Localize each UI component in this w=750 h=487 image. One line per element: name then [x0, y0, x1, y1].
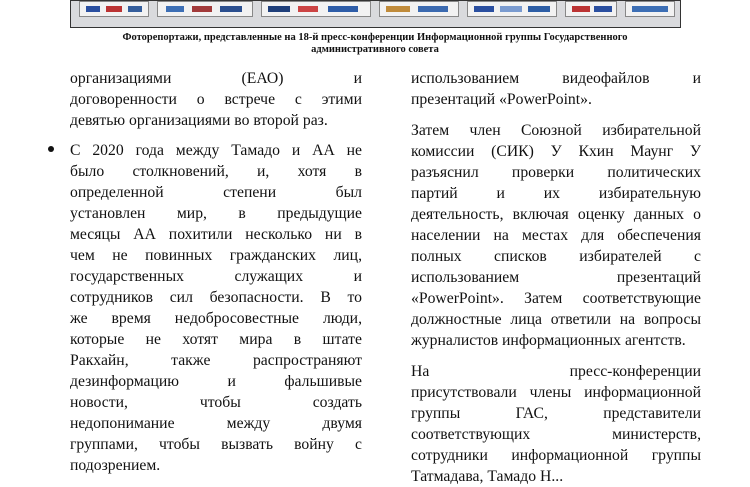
- photo-panel: [157, 1, 253, 17]
- text-line: использованием презентаций: [411, 269, 701, 286]
- text-line: На пресс-конференции: [411, 363, 701, 380]
- text-line: организациями (ЕАО) и: [70, 70, 362, 87]
- text-line: использованием видеофайлов и: [411, 70, 701, 87]
- photo-panel: [379, 1, 459, 17]
- text-line: С 2020 года между Тамадо и АА не: [70, 142, 362, 159]
- text-line: установлен мир, в предыдущие: [70, 205, 362, 222]
- photo-panel: [625, 1, 675, 17]
- text-line: было столкновений, и, хотя в: [70, 163, 362, 180]
- text-line: комиссии (СИК) У Кхин Маунг У: [411, 143, 701, 160]
- text-line: договоренности о встрече с этими: [70, 91, 362, 108]
- text-line: недопонимание между двумя: [70, 415, 362, 432]
- text-line: группы ГАС, представители: [411, 405, 701, 422]
- text-line: разъяснил проверки политических: [411, 164, 701, 181]
- photo-panel: [565, 1, 617, 17]
- text-line: Ракхайн, также распространяют: [70, 352, 362, 369]
- caption-line: административного совета: [311, 44, 439, 55]
- text-line: месяцы АА похитили несколько ни в: [70, 226, 362, 243]
- text-line: присутствовали члены информационной: [411, 384, 701, 401]
- left-column: [70, 68, 362, 476]
- bullet-icon: [48, 146, 54, 152]
- right-column: [411, 68, 701, 487]
- text-line: государственных служащих и: [70, 268, 362, 285]
- text-line: новости, чтобы создать: [70, 394, 362, 411]
- text-line: чем не повинных гражданских лиц,: [70, 247, 362, 264]
- text-line: деятельность, включая оценку данных о: [411, 206, 701, 223]
- text-line: полных списков избирателей с: [411, 248, 701, 265]
- text-line: же время недобросовестные люди,: [70, 310, 362, 327]
- text-line: населении на местах для обеспечения: [411, 227, 701, 244]
- text-line: журналистов информационных агентств.: [411, 332, 686, 349]
- text-line: сотрудников сил безопасности. В то: [70, 289, 362, 306]
- text-line: партий и их избирательную: [411, 185, 701, 202]
- text-line: соответствующих министерств,: [411, 426, 701, 443]
- text-line: подозрением.: [70, 457, 161, 474]
- text-line: сотрудники информационной группы: [411, 447, 701, 464]
- bullet-paragraph: [70, 140, 362, 476]
- text-line: определенной степени был: [70, 184, 362, 201]
- text-line: девятью организациями во второй раз.: [70, 112, 328, 129]
- text-line: презентаций «PowerPoint».: [411, 91, 592, 108]
- photo-panel: [467, 1, 557, 17]
- text-line: дезинформацию и фальшивые: [70, 373, 362, 390]
- photo-panel: [261, 1, 371, 17]
- caption-line: Фоторепортажи, представленные на 18-й пресс-конференции Информационной группы Государственного: [122, 32, 628, 43]
- text-line: группами, чтобы вызвать войну с: [70, 436, 362, 453]
- photo-caption: [40, 32, 710, 56]
- text-line: Татмадава, Тамадо Н...: [411, 468, 564, 485]
- text-line: которые не хотят мира в штате: [70, 331, 362, 348]
- text-line: «PowerPoint». Затем соответствующие: [411, 290, 701, 307]
- photo-panel: [79, 1, 149, 17]
- press-conference-photo: [70, 0, 681, 28]
- text-line: Затем член Союзной избирательной: [411, 122, 701, 139]
- text-line: должностные лица ответили на вопросы: [411, 311, 701, 328]
